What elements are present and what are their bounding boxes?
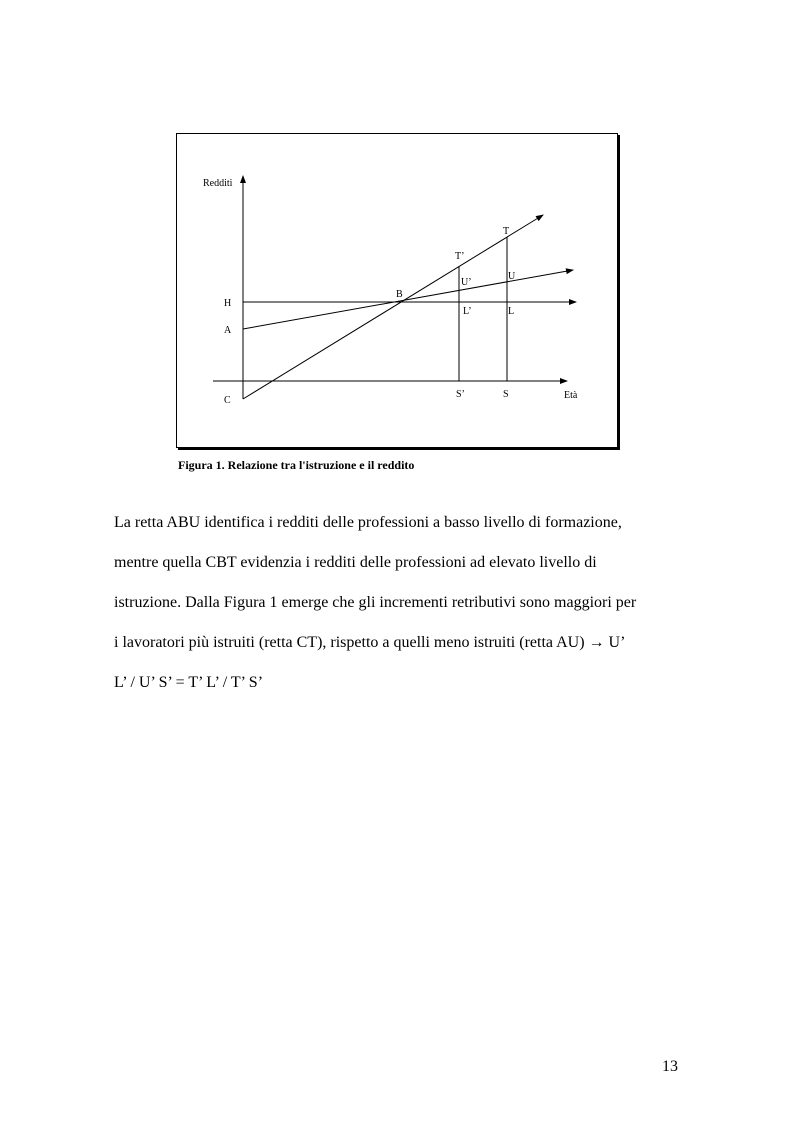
- label-s-prime: S’: [456, 389, 465, 400]
- paragraph-line-2: mentre quella CBT evidenzia i redditi delle professioni ad elevato livello di: [114, 554, 597, 571]
- label-h: H: [224, 298, 232, 309]
- paragraph-line-5: L’ / U’ S’ = T’ L’ / T’ S’: [114, 674, 264, 691]
- figure-1: [176, 133, 618, 448]
- label-b: B: [396, 289, 403, 300]
- figure-caption: Figura 1. Relazione tra l'istruzione e il reddito: [178, 458, 415, 472]
- label-y-axis: Redditi: [203, 178, 233, 189]
- paragraph-line-1: La retta ABU identifica i redditi delle professioni a basso livello di formazione,: [114, 514, 622, 531]
- label-c: C: [224, 395, 231, 406]
- label-a: A: [224, 325, 232, 336]
- label-l: L: [508, 306, 515, 317]
- label-x-axis: Età: [564, 390, 578, 401]
- education-income-diagram: [177, 134, 617, 447]
- label-u-prime: U’: [461, 277, 472, 288]
- page-number: 13: [662, 1058, 678, 1075]
- line-abu: [243, 270, 573, 329]
- line-cbt: [243, 215, 543, 399]
- label-l-prime: L’: [463, 306, 472, 317]
- paragraph-line-4: i lavoratori più istruiti (retta CT), rispetto a quelli meno istruiti (retta AU) → U’: [114, 634, 626, 651]
- label-u: U: [508, 271, 516, 282]
- label-s: S: [503, 389, 509, 400]
- paragraph-line-3: istruzione. Dalla Figura 1 emerge che gli incrementi retributivi sono maggiori per: [114, 594, 637, 611]
- label-t-prime: T’: [455, 251, 465, 262]
- label-t: T: [503, 226, 510, 237]
